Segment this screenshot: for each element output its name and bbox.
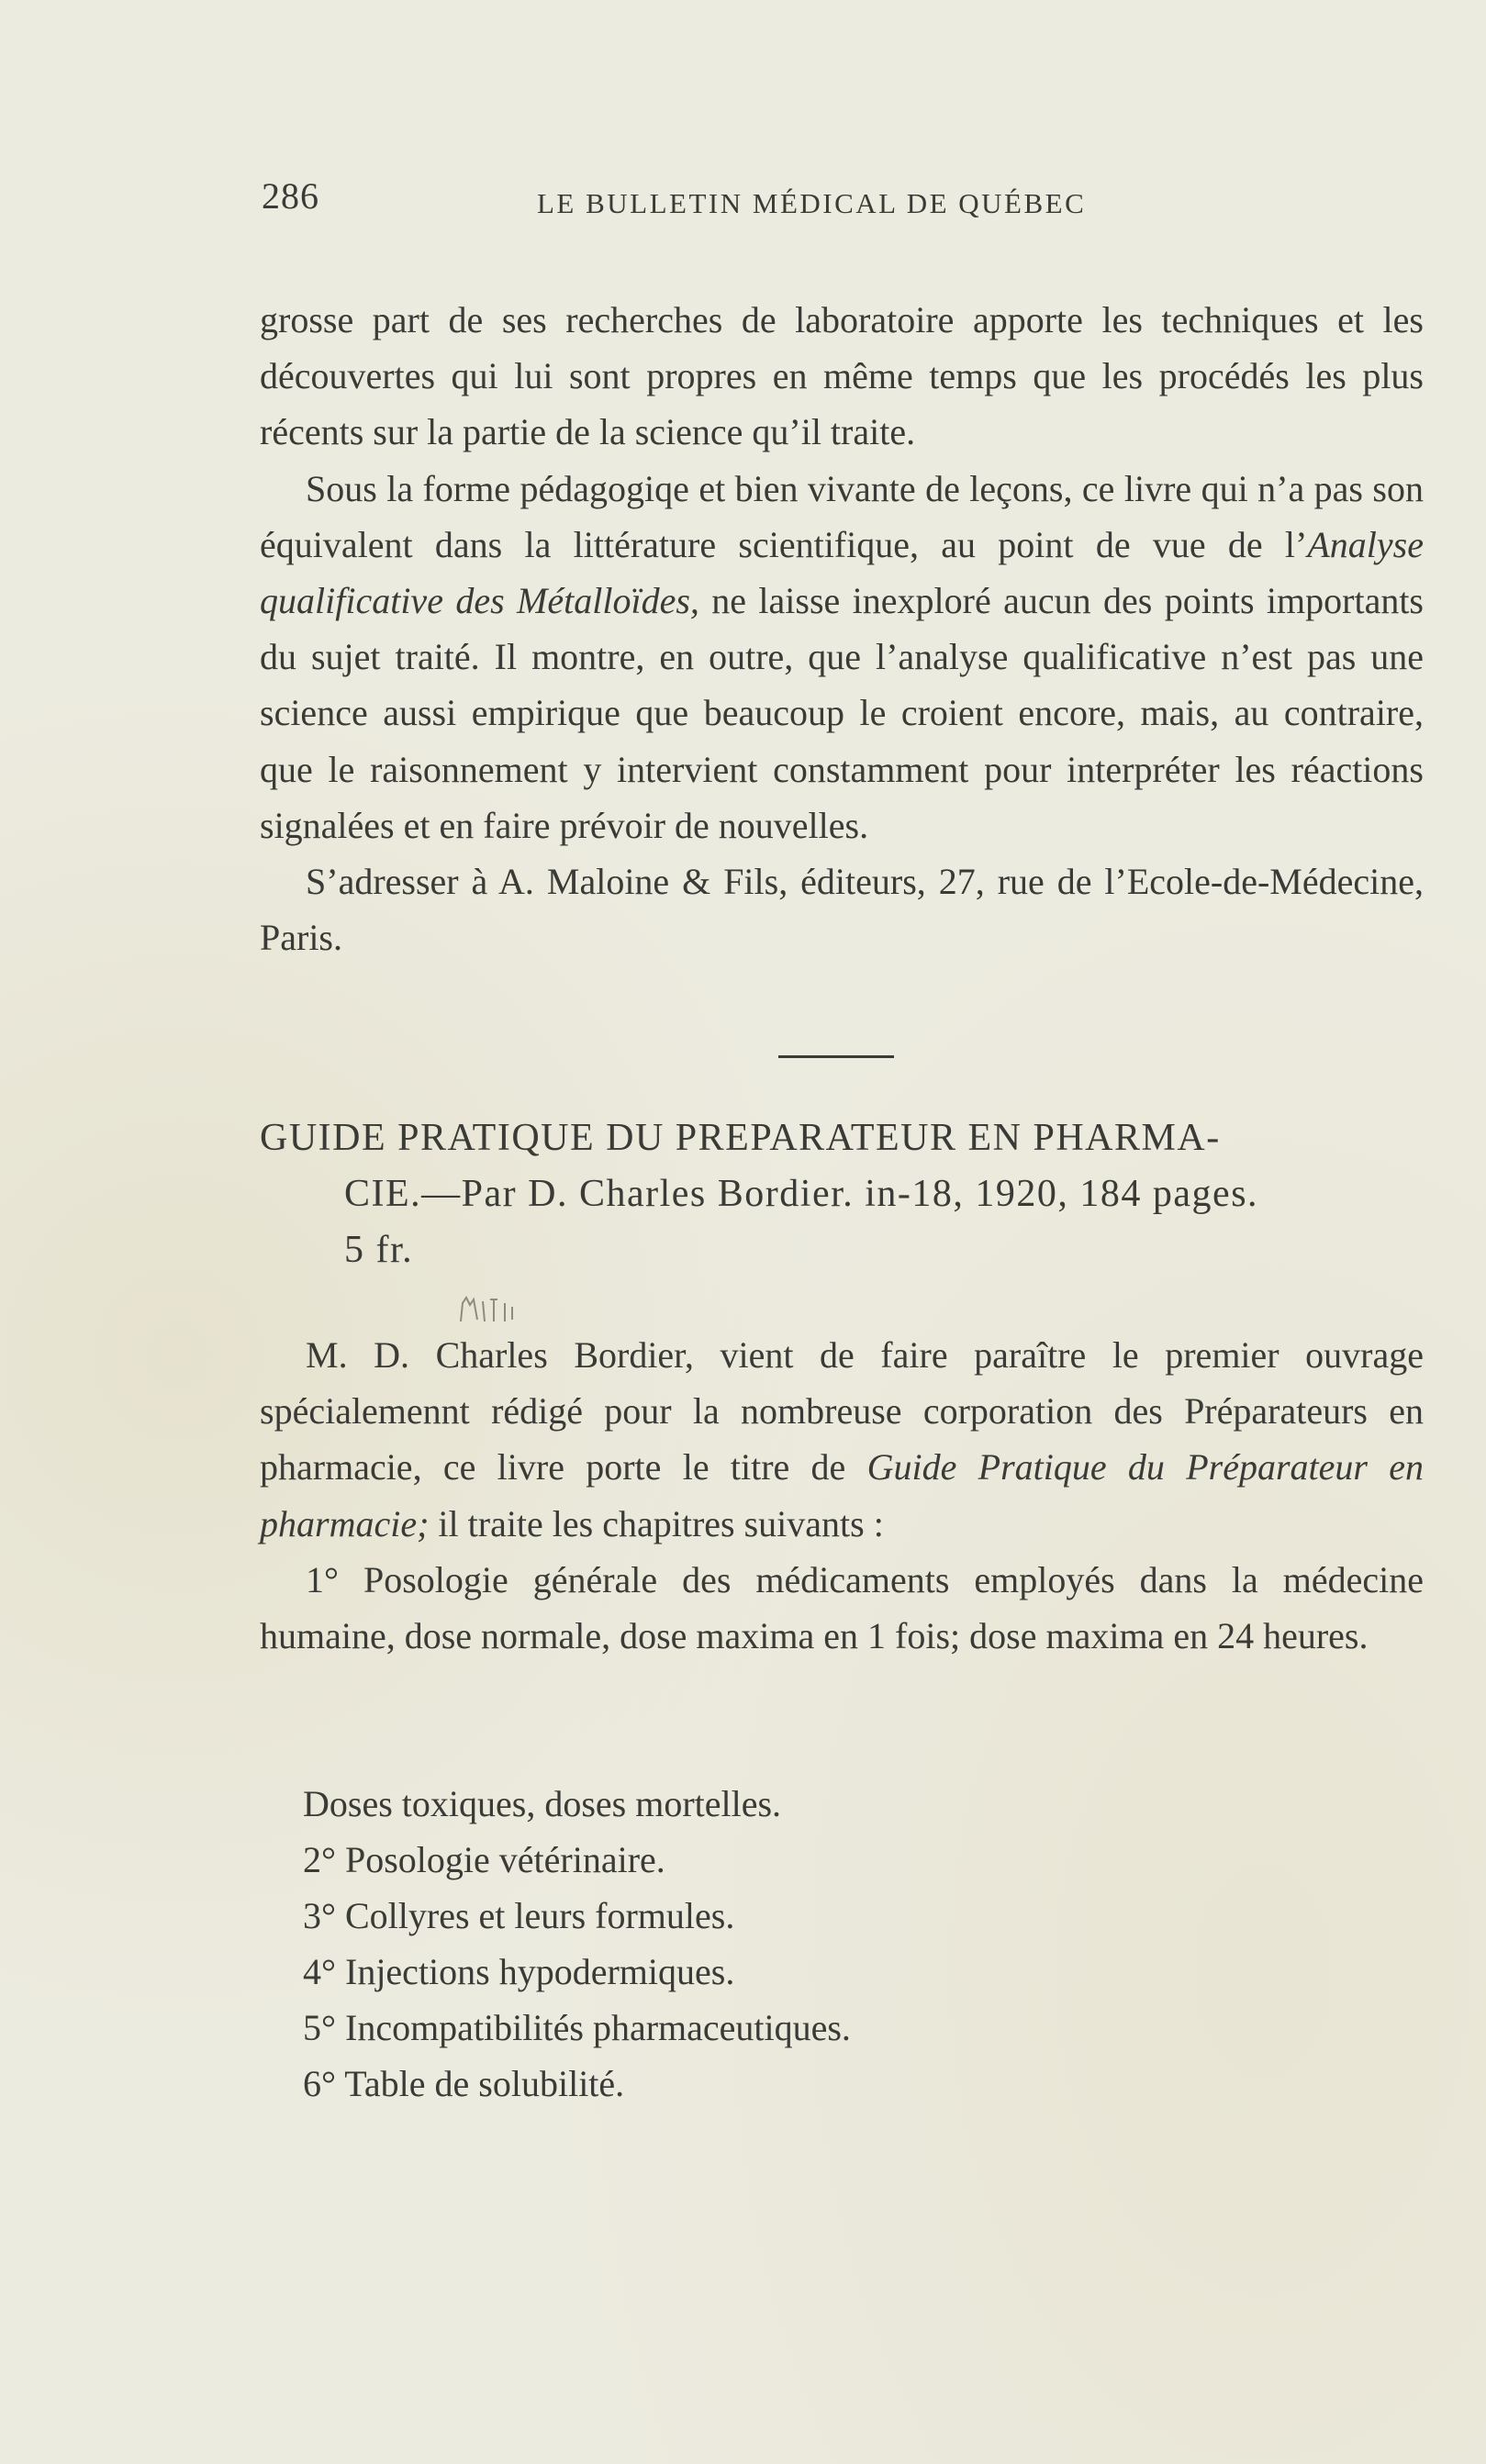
entry-title-line: GUIDE PRATIQUE DU PREPARATEUR EN PHARMA- — [260, 1117, 1221, 1159]
entry-author-line: CIE.—Par D. Charles Bordier. in-18, 1920, 184 pages. — [344, 1173, 1259, 1215]
list-item: 5° Incompatibilités pharmaceutiques. — [303, 2007, 851, 2048]
paragraph-lecons — [260, 461, 1424, 853]
paragraph-publisher: S’adresser à A. Maloine & Fils, éditeurs, 27, rue de l’Ecole-de-Médecine, Paris. — [260, 861, 1424, 959]
paragraph-continued: grosse part de ses recherches de laboratoire apporte les techniques et les découvertes qui lui sont propres en même temps que les procédés les plus récents sur la partie de la science qu’il traite. — [260, 299, 1424, 453]
guide-title-italic: Guide Pratique du Préparateur en pharmacie; — [260, 1446, 1424, 1544]
list-item: 6° Table de solubilité. — [303, 2063, 625, 2104]
list-item: 4° Injections hypodermiques. — [303, 1951, 735, 1992]
paragraph-bordier — [260, 1327, 1424, 1552]
paragraph-posologie: 1° Posologie générale des médicaments employés dans la médecine humaine, dose normale, dose maxima en 1 fois; dose maxima en 24 heures. — [260, 1558, 1424, 1657]
paragraph-bordier-text-b: il traite les chapitres suivants : — [429, 1502, 884, 1544]
section-two — [260, 1327, 1424, 1664]
book-title-italic: Analyse qualificative des Métalloïdes, — [260, 523, 1424, 622]
list-item: 3° Collyres et leurs formules. — [303, 1895, 735, 1936]
chapter-list — [303, 1776, 1423, 2112]
entry-price-line: 5 fr. — [344, 1229, 414, 1271]
list-item: Doses toxiques, doses mortelles. — [303, 1783, 782, 1824]
list-item: 2° Posologie vétérinaire. — [303, 1839, 665, 1880]
ink-smudge — [457, 1294, 540, 1325]
book-entry-heading — [260, 1110, 1424, 1278]
section-one — [260, 292, 1424, 965]
paragraph-bordier-text-a: M. D. Charles Bordier, vient de faire paraître le premier ouvrage spécialemennt rédigé pour la nombreuse corporation des Préparateurs en pharmacie, ce livre porte le titre de — [260, 1334, 1424, 1488]
section-divider — [778, 1055, 894, 1058]
running-head: LE BULLETIN MÉDICAL DE QUÉBEC — [537, 187, 1087, 219]
page-header — [262, 174, 1427, 229]
paragraph-lecons-text-a: Sous la forme pédagogiqe et bien vivante de leçons, ce livre qui n’a pas son équivalent dans la littérature scientifique, au point de vue de l’ — [260, 467, 1424, 565]
paragraph-lecons-text-b: ne laisse inexploré aucun des points importants du sujet traité. Il montre, en outre, que l’analyse qualificative n’est pas une science aussi empirique que beaucoup le croient encore, mais, au contraire, que le raisonnement y intervient constamment pour interpréter les réactions signalées et en faire prévoir de nouvelles. — [260, 580, 1425, 846]
page-number: 286 — [262, 175, 319, 217]
